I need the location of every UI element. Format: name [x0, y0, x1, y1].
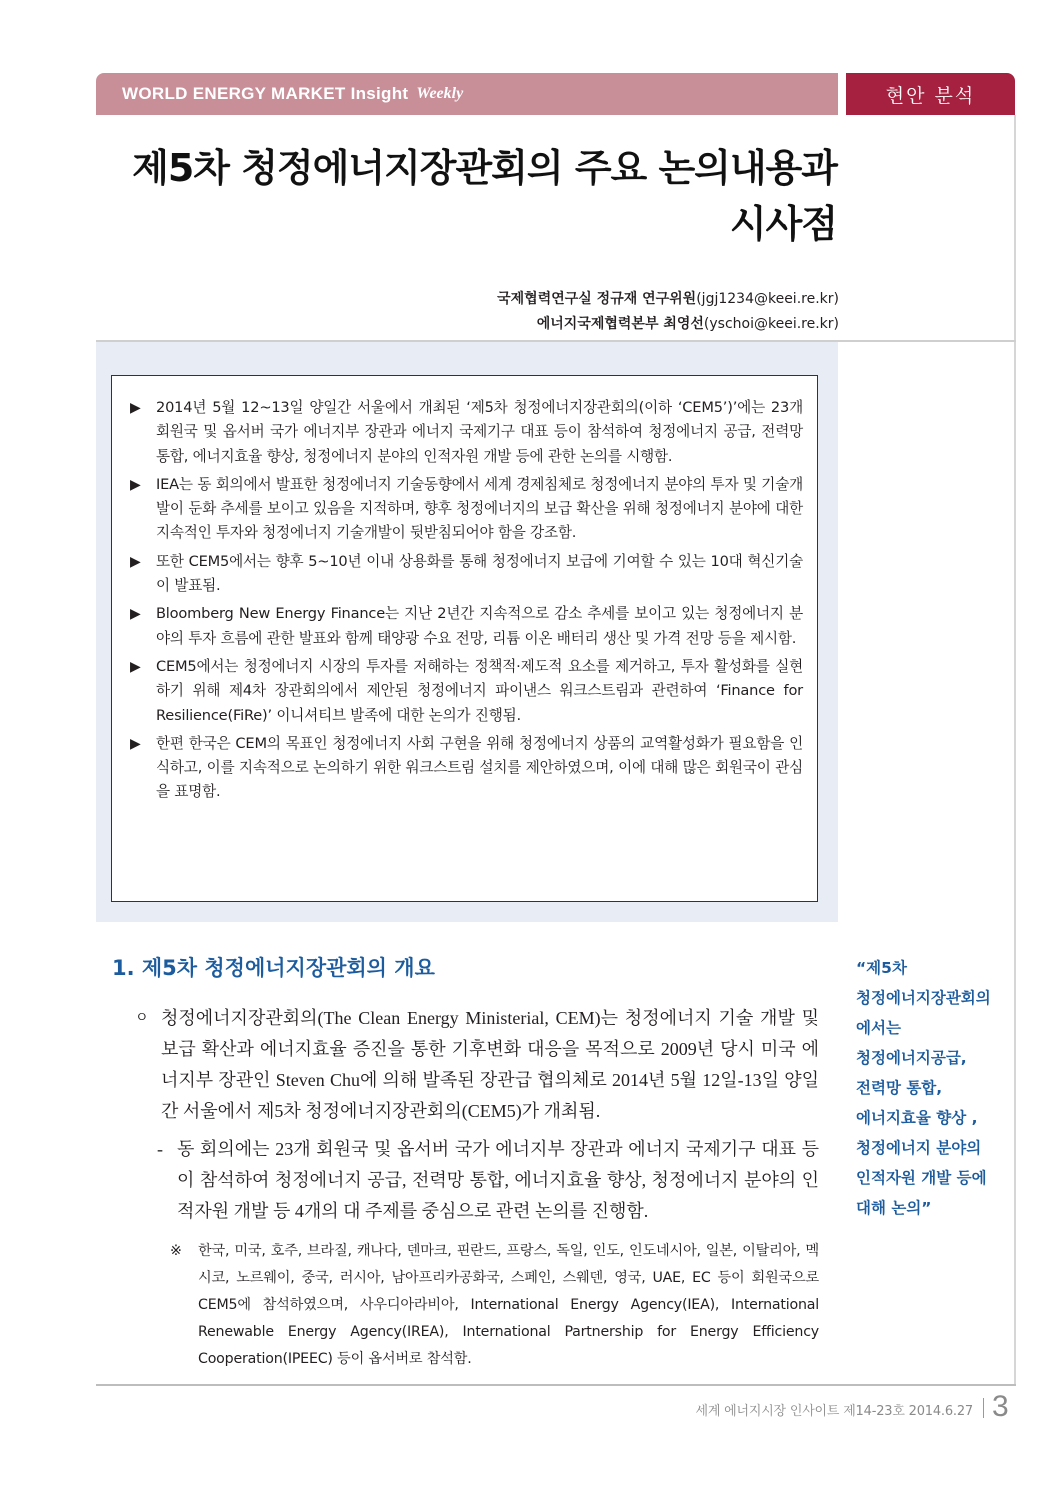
dash-bullet-icon: -: [157, 1139, 163, 1159]
author-2: 에너지국제협력본부 최영선(yschoi@keei.re.kr): [536, 316, 839, 332]
summary-item: ▶ 2014년 5월 12~13일 양일간 서울에서 개최된 ‘제5차 청정에너지장관회의(이하 ‘CEM5’)’에는 23개 회원국 및 옵서버 국가 에너지부 장관과 에너지 국제기구 대표 등이 참석하여 청정에너지 공급, 전력망 통합, 에너지효율 향상, 청정에너지 분야의 인적자원 개발 등에 관한 논의를 시행함.: [128, 396, 803, 469]
right-margin-rule: [1014, 115, 1016, 1385]
summary-box: [111, 375, 818, 902]
footer-separator: [983, 1398, 984, 1418]
page-title-line-1: 제5차 청정에너지장관회의 주요 논의내용과: [132, 146, 837, 190]
triangle-bullet-icon: ▶: [130, 476, 141, 493]
summary-item: ▶ IEA는 동 회의에서 발표한 청정에너지 기술동향에서 세계 경제침체로 청정에너지 분야의 투자 및 기술개발이 둔화 추세를 보이고 있음을 지적하며, 향후 청정에너지의 보급 확산을 위해 청정에너지 분야에 대한 지속적인 투자와 청정에너지 기술개발이 뒷받침되어야 함을 강조함.: [128, 473, 803, 546]
page-title-line-2: 시사점: [729, 202, 837, 246]
reference-mark-icon: ※: [170, 1243, 182, 1259]
author-1: 국제협력연구실 정규재 연구위원(jgj1234@keei.re.kr): [497, 291, 839, 307]
triangle-bullet-icon: ▶: [130, 658, 141, 675]
section-tag: 현안 분석: [846, 73, 1015, 115]
authors: [497, 287, 839, 337]
header-bar: [96, 73, 838, 115]
sub-paragraph: - 동 회의에는 23개 회원국 및 옵서버 국가 에너지부 장관과 에너지 국제기구 대표 등이 참석하여 청정에너지 공급, 전력망 통합, 에너지효율 향상, 청정에너지 분야의 인적자원 개발 등 4개의 대 주제를 중심으로 관련 논의를 진행함.: [157, 1134, 819, 1227]
section-heading: 1. 제5차 청정에너지장관회의 개요: [112, 956, 435, 980]
body-paragraph: ㅇ 청정에너지장관회의(The Clean Energy Ministerial, CEM)는 청정에너지 기술 개발 및 보급 확산과 에너지효율 증진을 통한 기후변화 대응을 목적으로 2009년 당시 미국 에너지부 장관인 Steven Chu에 의해 발족된 장관급 협의체로 2014년 5월 12일-13일 양일간 서울에서 제5차 청정에너지장관회의(CEM5)가 개최됨.: [135, 1003, 819, 1127]
circle-bullet-icon: ㅇ: [135, 1010, 149, 1026]
summary-item: ▶ 또한 CEM5에서는 향후 5~10년 이내 상용화를 통해 청정에너지 보급에 기여할 수 있는 10대 혁신기술이 발표됨.: [128, 550, 803, 599]
triangle-bullet-icon: ▶: [130, 553, 141, 570]
bottom-divider: [96, 1384, 1016, 1386]
page-title: [117, 140, 837, 252]
summary-item: ▶ 한편 한국은 CEM의 목표인 청정에너지 사회 구현을 위해 청정에너지 상품의 교역활성화가 필요함을 인식하고, 이를 지속적으로 논의하기 위한 워크스트림 설치를 제안하였으며, 이에 대해 많은 회원국이 관심을 표명함.: [128, 732, 803, 805]
footer-text: 세계 에너지시장 인사이트 제14-23호 2014.6.27: [695, 1404, 973, 1419]
series-subtitle: Weekly: [416, 85, 464, 102]
summary-item: ▶ Bloomberg New Energy Finance는 지난 2년간 지속적으로 감소 추세를 보이고 있는 청정에너지 분야의 투자 흐름에 관한 발표와 함께 태양광 수요 전망, 리튬 이온 배터리 생산 및 가격 전망 등을 제시함.: [128, 602, 803, 651]
triangle-bullet-icon: ▶: [130, 400, 141, 416]
triangle-bullet-icon: ▶: [130, 606, 141, 623]
pull-quote: “제5차 청정에너지장관회의 에서는 청정에너지공급, 전력망 통합, 에너지효율 향상 , 청정에너지 분야의 인적자원 개발 등에 대해 논의”: [856, 959, 991, 1217]
triangle-bullet-icon: ▶: [130, 735, 141, 752]
summary-item: ▶ CEM5에서는 청정에너지 시장의 투자를 저해하는 정책적·제도적 요소를 제거하고, 투자 활성화를 실현하기 위해 제4차 장관회의에서 제안된 청정에너지 파이낸스 워크스트림과 관련하여 ‘Finance for Resilience(FiRe)’ 이니셔티브 발족에 대한 논의가 진행됨.: [128, 655, 803, 728]
page-number: 3: [992, 1390, 1009, 1423]
reference-note: ※ 한국, 미국, 호주, 브라질, 캐나다, 덴마크, 핀란드, 프랑스, 독일, 인도, 인도네시아, 일본, 이탈리아, 멕시코, 노르웨이, 중국, 러시아, 남아프리카공화국, 스페인, 스웨덴, 영국, UAE, EC 등이 회원국으로 CEM5에 참석하였으며, 사우디아라비아, International Energy Agency(IEA), International Renewable Energy Agency(IREA), International Partnership for Energy Efficiency Cooperation(IPEEC) 등이 옵서버로 참석함.: [170, 1238, 819, 1373]
series-title: WORLD ENERGY MARKET Insight: [122, 84, 409, 103]
